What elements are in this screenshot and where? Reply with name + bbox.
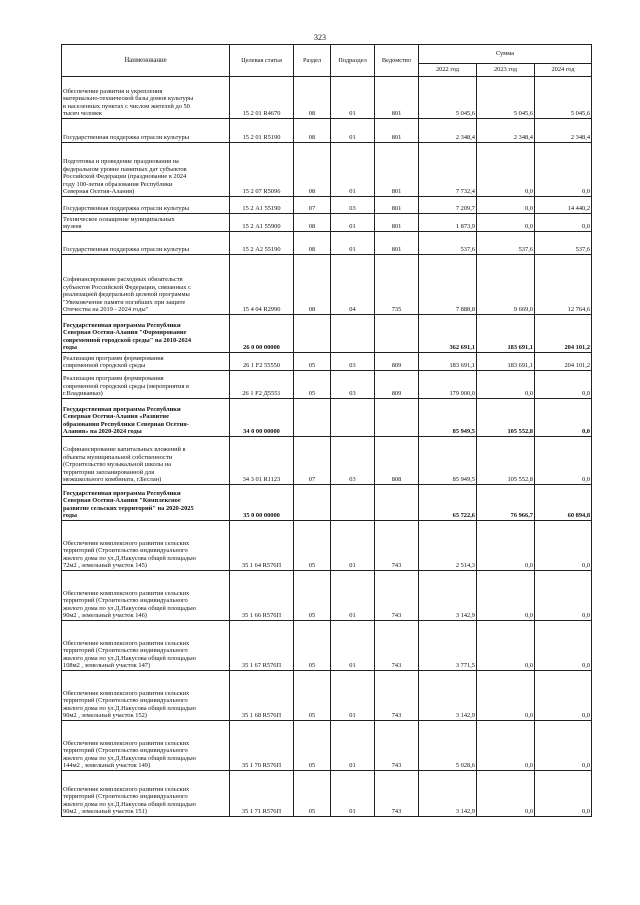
row-section	[294, 315, 331, 353]
row-target-article: 35 0 00 00000	[230, 485, 294, 521]
row-sum-2024: 0,0	[535, 143, 592, 197]
row-sum-2022: 3 142,9	[419, 571, 477, 621]
row-name: Обеспечение комплексного развития сельских территорий (Строительство индивидуального жилого дома по ул.Д.Накусова общей площадью 108м2 , земельный участок 147)	[62, 621, 230, 671]
row-target-article: 34 3 01 R1123	[230, 437, 294, 485]
row-subsection: 01	[331, 721, 375, 771]
table-row	[62, 671, 592, 721]
row-section: 08	[294, 119, 331, 143]
row-subsection: 01	[331, 771, 375, 817]
row-sum-2022: 362 691,1	[419, 315, 477, 353]
row-subsection: 01	[331, 232, 375, 255]
row-section: 08	[294, 232, 331, 255]
row-sum-2023: 537,6	[477, 232, 535, 255]
row-sum-2024: 60 894,8	[535, 485, 592, 521]
row-sum-2023: 0,0	[477, 721, 535, 771]
row-target-article: 35 1 68 R576П	[230, 671, 294, 721]
row-name: Государственная программа Республики Северная Осетия-Алания "Формирование современной городской среды" на 2018-2024 годы	[62, 315, 230, 353]
row-sum-2024: 12 764,6	[535, 255, 592, 315]
row-sum-2023: 105 552,8	[477, 399, 535, 437]
row-sum-2024: 0,0	[535, 621, 592, 671]
row-section: 05	[294, 521, 331, 571]
row-target-article: 15 2 А2 55190	[230, 232, 294, 255]
row-target-article: 35 1 66 R576П	[230, 571, 294, 621]
row-subsection: 01	[331, 143, 375, 197]
table-row	[62, 232, 592, 255]
row-sum-2024: 0,0	[535, 571, 592, 621]
row-section: 08	[294, 77, 331, 119]
header-year-2022: 2022 год	[419, 64, 477, 77]
row-section: 05	[294, 353, 331, 371]
row-subsection: 01	[331, 671, 375, 721]
row-sum-2024: 0,0	[535, 371, 592, 399]
row-subsection	[331, 485, 375, 521]
row-department: 809	[375, 371, 419, 399]
row-target-article: 15 2 А1 55900	[230, 214, 294, 232]
row-name: Обеспечение комплексного развития сельских территорий (Строительство индивидуального жилого дома по ул.Д.Накусова общей площадью 90м2 , земельный участок 146)	[62, 571, 230, 621]
header-sum: Сумма	[419, 45, 592, 64]
row-sum-2023: 0,0	[477, 371, 535, 399]
row-target-article: 35 1 64 R576П	[230, 521, 294, 571]
row-sum-2022: 65 722,6	[419, 485, 477, 521]
row-section: 08	[294, 214, 331, 232]
row-sum-2022: 3 142,9	[419, 771, 477, 817]
header-section: Раздел	[294, 45, 331, 77]
table-row	[62, 721, 592, 771]
row-department: 743	[375, 521, 419, 571]
row-sum-2022: 85 949,5	[419, 437, 477, 485]
row-section: 08	[294, 143, 331, 197]
row-subsection: 03	[331, 371, 375, 399]
row-subsection	[331, 399, 375, 437]
row-subsection: 03	[331, 197, 375, 214]
row-sum-2024: 0,0	[535, 399, 592, 437]
row-sum-2024: 0,0	[535, 437, 592, 485]
row-department: 735	[375, 255, 419, 315]
header-target-article: Целевая статья	[230, 45, 294, 77]
row-department: 801	[375, 77, 419, 119]
row-subsection: 03	[331, 353, 375, 371]
row-subsection: 04	[331, 255, 375, 315]
row-department	[375, 315, 419, 353]
row-name: Государственная поддержка отрасли культуры	[62, 232, 230, 255]
row-sum-2023: 0,0	[477, 521, 535, 571]
row-name: Обеспечение комплексного развития сельских территорий (Строительство индивидуального жилого дома по ул.Д.Накусова общей площадью 144м2 , земельный участок 149)	[62, 721, 230, 771]
row-sum-2023: 0,0	[477, 671, 535, 721]
row-sum-2022: 179 000,0	[419, 371, 477, 399]
header-name: Наименование	[62, 45, 230, 77]
table-row	[62, 315, 592, 353]
row-subsection: 01	[331, 214, 375, 232]
header-year-2024: 2024 год	[535, 64, 592, 77]
row-sum-2024: 0,0	[535, 721, 592, 771]
row-subsection: 01	[331, 119, 375, 143]
row-sum-2023: 5 045,6	[477, 77, 535, 119]
table-row	[62, 485, 592, 521]
row-subsection: 01	[331, 621, 375, 671]
row-department: 743	[375, 621, 419, 671]
row-name: Государственная поддержка отрасли культуры	[62, 197, 230, 214]
row-sum-2023: 183 691,1	[477, 315, 535, 353]
row-target-article: 15 2 А1 55190	[230, 197, 294, 214]
row-sum-2024: 0,0	[535, 521, 592, 571]
row-sum-2024: 537,6	[535, 232, 592, 255]
row-target-article: 26 1 F2 Д5551	[230, 371, 294, 399]
row-sum-2023: 76 966,7	[477, 485, 535, 521]
table-row	[62, 197, 592, 214]
row-department: 801	[375, 214, 419, 232]
row-department: 801	[375, 232, 419, 255]
row-sum-2023: 9 669,0	[477, 255, 535, 315]
row-department	[375, 399, 419, 437]
table-row	[62, 521, 592, 571]
row-sum-2022: 7 209,7	[419, 197, 477, 214]
row-section: 05	[294, 771, 331, 817]
row-section	[294, 399, 331, 437]
page-number: 323	[314, 33, 326, 42]
row-department: 801	[375, 119, 419, 143]
row-department: 743	[375, 571, 419, 621]
row-section: 05	[294, 621, 331, 671]
header-subsection: Подраздел	[331, 45, 375, 77]
row-name: Реализация программ формирования современной городской среды (мероприятия в г.Владикавказ)	[62, 371, 230, 399]
row-department: 743	[375, 721, 419, 771]
row-sum-2023: 0,0	[477, 771, 535, 817]
row-department: 743	[375, 771, 419, 817]
row-sum-2022: 537,6	[419, 232, 477, 255]
table-row	[62, 119, 592, 143]
row-sum-2024: 14 440,2	[535, 197, 592, 214]
row-name: Обеспечение комплексного развития сельских территорий (Строительство индивидуального жилого дома по ул.Д.Накусова общей площадью 90м2 , земельный участок 152)	[62, 671, 230, 721]
row-target-article: 34 0 00 00000	[230, 399, 294, 437]
row-section: 05	[294, 721, 331, 771]
row-name: Государственная программа Республики Северная Осетия-Алания "Комплексное развитие сельских территорий" на 2020-2025 годы	[62, 485, 230, 521]
row-name: Обеспечение комплексного развития сельских территорий (Строительство индивидуального жилого дома по ул.Д.Накусова общей площадью 90м2 , земельный участок 151)	[62, 771, 230, 817]
row-name: Государственная поддержка отрасли культуры	[62, 119, 230, 143]
row-target-article: 15 2 07 R5096	[230, 143, 294, 197]
header-year-2023: 2023 год	[477, 64, 535, 77]
table-row	[62, 214, 592, 232]
row-section: 07	[294, 437, 331, 485]
row-name: Обеспечение развития и укрепления материально-технической базы домов культуры в населенных пунктах с числом жителей до 50 тысяч человек	[62, 77, 230, 119]
row-sum-2022: 2 514,3	[419, 521, 477, 571]
row-sum-2024: 0,0	[535, 214, 592, 232]
row-department	[375, 485, 419, 521]
row-section: 05	[294, 571, 331, 621]
row-department: 743	[375, 671, 419, 721]
row-subsection: 01	[331, 521, 375, 571]
row-department: 801	[375, 143, 419, 197]
row-section: 07	[294, 197, 331, 214]
row-sum-2024: 204 101,2	[535, 315, 592, 353]
row-section: 05	[294, 371, 331, 399]
row-department: 809	[375, 353, 419, 371]
row-sum-2023: 0,0	[477, 571, 535, 621]
row-target-article: 15 2 01 R5190	[230, 119, 294, 143]
row-department: 801	[375, 197, 419, 214]
row-section: 08	[294, 255, 331, 315]
row-name: Техническое оснащение муниципальных музеев	[62, 214, 230, 232]
row-sum-2024: 204 101,2	[535, 353, 592, 371]
table-row	[62, 771, 592, 817]
row-target-article: 35 1 67 R576П	[230, 621, 294, 671]
table-row	[62, 399, 592, 437]
row-sum-2023: 0,0	[477, 214, 535, 232]
table-row	[62, 255, 592, 315]
row-subsection: 03	[331, 437, 375, 485]
row-sum-2022: 1 873,9	[419, 214, 477, 232]
row-name: Обеспечение комплексного развития сельских территорий (Строительство индивидуального жилого дома по ул.Д.Накусова общей площадью 72м2 , земельный участок 145)	[62, 521, 230, 571]
row-sum-2022: 5 045,6	[419, 77, 477, 119]
header-department: Ведомство	[375, 45, 419, 77]
row-sum-2023: 2 348,4	[477, 119, 535, 143]
table-row	[62, 77, 592, 119]
row-sum-2022: 3 142,9	[419, 671, 477, 721]
row-sum-2022: 7 888,8	[419, 255, 477, 315]
row-section: 05	[294, 671, 331, 721]
row-subsection: 01	[331, 571, 375, 621]
row-name: Подготовка и проведение празднования на федеральном уровне памятных дат субъектов Российской Федерации (празднование в 2024 году 100-летия образования Республики Северная Осетия-Алания)	[62, 143, 230, 197]
row-sum-2024: 0,0	[535, 671, 592, 721]
table-row	[62, 353, 592, 371]
row-name: Софинансирование капитальных вложений в объекты муниципальной собственности (Строительство музыкальной школы на территории запланированной для межшкольного комбината, г.Беслан)	[62, 437, 230, 485]
row-subsection	[331, 315, 375, 353]
table-row	[62, 571, 592, 621]
row-sum-2024: 2 348,4	[535, 119, 592, 143]
row-sum-2022: 3 771,5	[419, 621, 477, 671]
row-sum-2023: 0,0	[477, 143, 535, 197]
budget-table	[61, 44, 592, 817]
row-section	[294, 485, 331, 521]
row-sum-2022: 7 732,4	[419, 143, 477, 197]
table-row	[62, 371, 592, 399]
row-sum-2022: 2 348,4	[419, 119, 477, 143]
row-sum-2022: 183 691,1	[419, 353, 477, 371]
row-target-article: 26 0 00 00000	[230, 315, 294, 353]
table-row	[62, 143, 592, 197]
row-sum-2023: 0,0	[477, 621, 535, 671]
row-sum-2024: 5 045,6	[535, 77, 592, 119]
row-name: Реализация программ формирования современной городской среды	[62, 353, 230, 371]
row-target-article: 15 2 01 R4670	[230, 77, 294, 119]
row-subsection: 01	[331, 77, 375, 119]
row-target-article: 35 1 71 R576П	[230, 771, 294, 817]
row-department: 808	[375, 437, 419, 485]
row-name: Государственная программа Республики Северная Осетия-Алания «Развитие образования Республики Северная Осетия- Алания» на 2020-2024 годы	[62, 399, 230, 437]
row-sum-2023: 105 552,8	[477, 437, 535, 485]
row-sum-2024: 0,0	[535, 771, 592, 817]
row-sum-2022: 5 028,6	[419, 721, 477, 771]
table-row	[62, 437, 592, 485]
row-target-article: 15 4 04 R2990	[230, 255, 294, 315]
row-sum-2022: 85 949,5	[419, 399, 477, 437]
row-target-article: 35 1 70 R576П	[230, 721, 294, 771]
row-target-article: 26 1 F2 55550	[230, 353, 294, 371]
row-sum-2023: 183 691,1	[477, 353, 535, 371]
table-row	[62, 621, 592, 671]
row-name: Софинансирование расходных обязательств субъектов Российской Федерации, связанных с реализацией федеральной целевой программы "Увековечение памяти погибших при защите Отечества на 2019 - 2024 годы"	[62, 255, 230, 315]
row-sum-2023: 0,0	[477, 197, 535, 214]
